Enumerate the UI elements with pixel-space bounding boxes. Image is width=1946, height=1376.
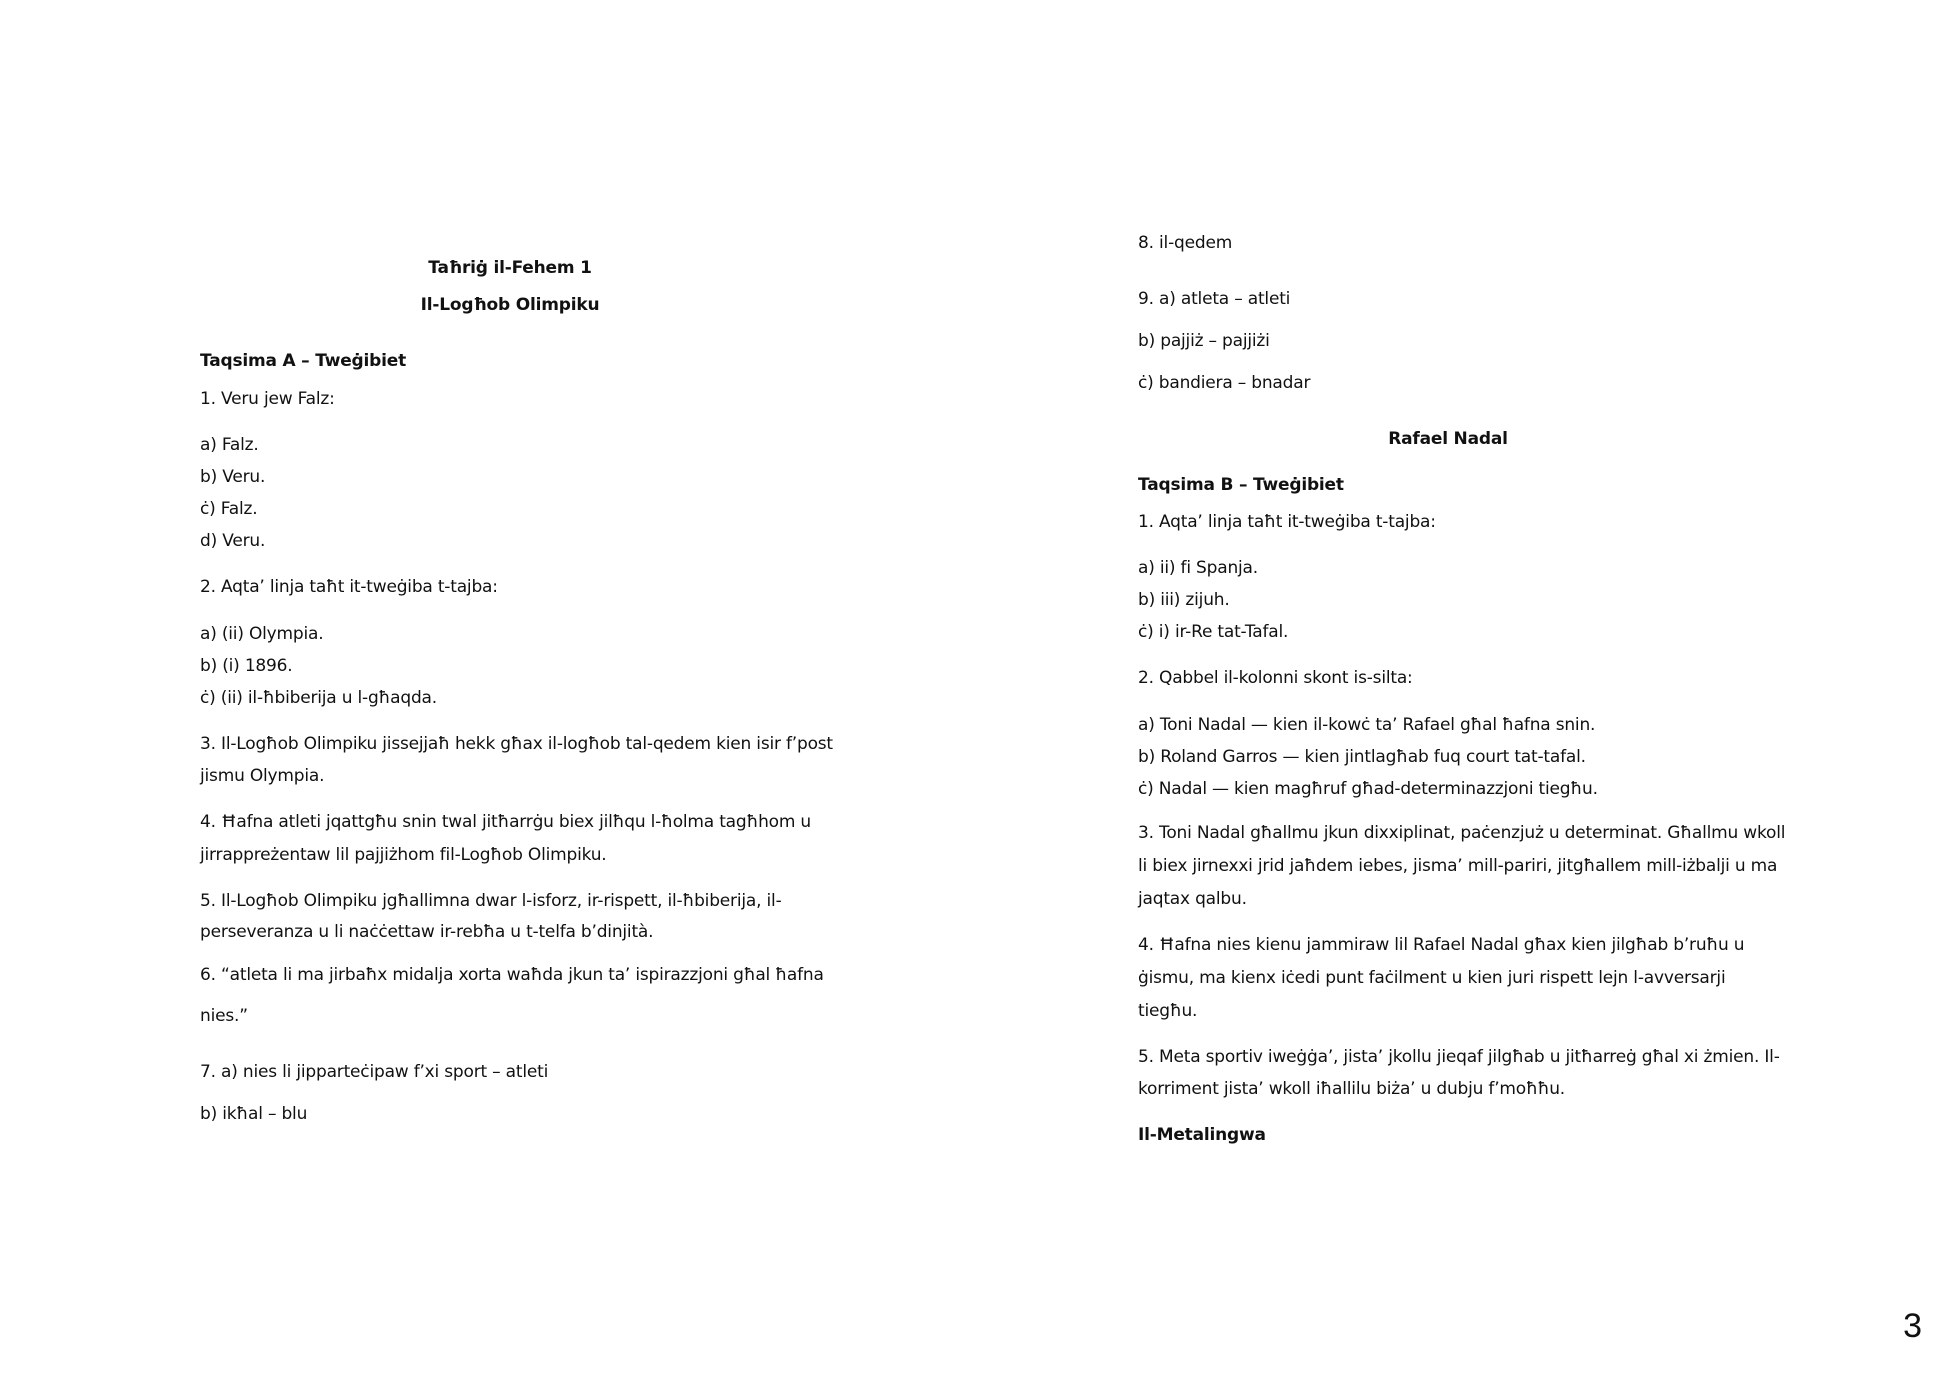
answer-2a: a) (ii) Olympia. — [200, 624, 324, 644]
answer-8: 8. il-qedem — [1138, 233, 1233, 253]
answer-b2c: ċ) Nadal — kien magħruf għad-determinazzjoni tiegħu. — [1138, 779, 1598, 799]
passage-title-nadal: Rafael Nadal — [1388, 429, 1508, 449]
answer-b1a: a) ii) fi Spanja. — [1138, 558, 1258, 578]
answer-b5-line-2: korriment jista’ wkoll iħallilu biża’ u dubju f’moħħu. — [1138, 1079, 1565, 1099]
answer-9c: ċ) bandiera – bnadar — [1138, 373, 1311, 393]
answer-b4-line-1: 4. Ħafna nies kienu jammiraw lil Rafael Nadal għax kien jilgħab b’ruħu u — [1138, 935, 1745, 955]
answer-9b: b) pajjiż – pajjiżi — [1138, 331, 1270, 351]
question-1-label: 1. Veru jew Falz: — [200, 389, 335, 409]
section-b-heading: Taqsima B – Tweġibiet — [1138, 475, 1344, 495]
answer-2c: ċ) (ii) il-ħbiberija u l-għaqda. — [200, 688, 437, 708]
metalingwa-heading: Il-Metalingwa — [1138, 1125, 1266, 1145]
answer-5-line-1: 5. Il-Logħob Olimpiku jgħallimna dwar l-isforz, ir-rispett, il-ħbiberija, il- — [200, 891, 782, 911]
answer-b4-line-3: tiegħu. — [1138, 1001, 1198, 1021]
answer-b2b: b) Roland Garros — kien jintlagħab fuq court tat-tafal. — [1138, 747, 1586, 767]
answer-1b: b) Veru. — [200, 467, 266, 487]
answer-6-line-2: nies.” — [200, 1006, 248, 1026]
answer-4-line-1: 4. Ħafna atleti jqattgħu snin twal jitħarrġu biex jilħqu l-ħolma tagħhom u — [200, 812, 811, 832]
section-a-heading: Taqsima A – Tweġibiet — [200, 351, 407, 371]
worksheet-title: Taħriġ il-Fehem 1 — [428, 258, 592, 278]
answer-1c: ċ) Falz. — [200, 499, 258, 519]
answer-7b: b) ikħal – blu — [200, 1104, 308, 1124]
answer-b3-line-3: jaqtax qalbu. — [1138, 889, 1247, 909]
answer-7a: 7. a) nies li jipparteċipaw f’xi sport – atleti — [200, 1062, 549, 1082]
right-column — [1138, 0, 1786, 1376]
answer-4-line-2: jirrappreżentaw lil pajjiżhom fil-Logħob Olimpiku. — [200, 845, 607, 865]
answer-2b: b) (i) 1896. — [200, 656, 293, 676]
answer-3-line-2: jismu Olympia. — [200, 766, 325, 786]
question-b1-label: 1. Aqta’ linja taħt it-tweġiba t-tajba: — [1138, 512, 1436, 532]
answer-9a: 9. a) atleta – atleti — [1138, 289, 1291, 309]
answer-1a: a) Falz. — [200, 435, 259, 455]
page-number: 3 — [1903, 1307, 1922, 1345]
answer-5-line-2: perseveranza u li naċċettaw ir-rebħa u t-telfa b’dinjità. — [200, 922, 654, 942]
answer-b3-line-2: li biex jirnexxi jrid jaħdem iebes, jisma’ mill-pariri, jitgħallem mill-iżbalji u ma — [1138, 856, 1778, 876]
question-2-label: 2. Aqta’ linja taħt it-tweġiba t-tajba: — [200, 577, 498, 597]
question-b2-label: 2. Qabbel il-kolonni skont is-silta: — [1138, 668, 1413, 688]
answer-b1b: b) iii) zijuh. — [1138, 590, 1230, 610]
answer-1d: d) Veru. — [200, 531, 266, 551]
answer-3-line-1: 3. Il-Logħob Olimpiku jissejjaħ hekk għax il-logħob tal-qedem kien isir f’post — [200, 734, 833, 754]
answer-b4-line-2: ġismu, ma kienx iċedi punt faċilment u kien juri rispett lejn l-avversarji — [1138, 968, 1726, 988]
answer-b2a: a) Toni Nadal — kien il-kowċ ta’ Rafael għal ħafna snin. — [1138, 715, 1596, 735]
answer-6-line-1: 6. “atleta li ma jirbaħx midalja xorta waħda jkun ta’ ispirazzjoni għal ħafna — [200, 965, 824, 985]
passage-title-olympics: Il-Logħob Olimpiku — [420, 295, 600, 315]
left-column — [200, 0, 833, 1376]
answer-b1c: ċ) i) ir-Re tat-Tafal. — [1138, 622, 1289, 642]
answer-b3-line-1: 3. Toni Nadal għallmu jkun dixxiplinat, paċenzjuż u determinat. Għallmu wkoll — [1138, 823, 1786, 843]
answer-b5-line-1: 5. Meta sportiv iweġġa’, jista’ jkollu jieqaf jilgħab u jitħarreġ għal xi żmien. Il- — [1138, 1047, 1780, 1067]
